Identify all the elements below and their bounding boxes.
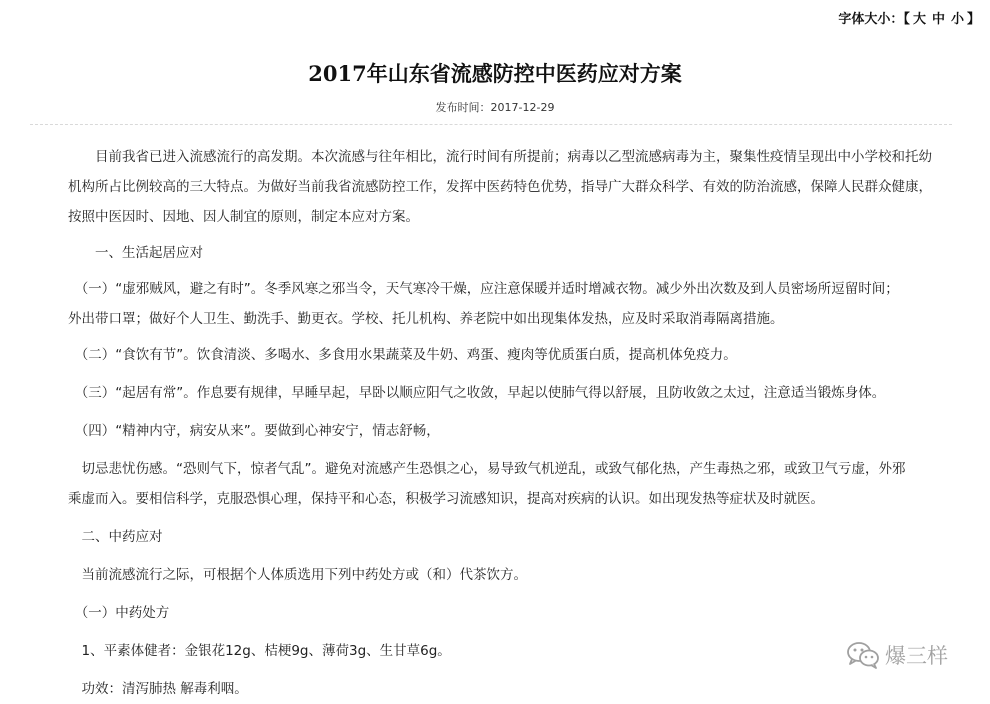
font-size-medium-link[interactable]: 中 — [931, 12, 945, 27]
font-size-small-link[interactable]: 小 — [950, 12, 964, 27]
body-line: 1、平素体健者：金银花12g、桔梗9g、薄荷3g、生甘草6g。 — [68, 643, 451, 659]
font-size-label: 字体大小：【 — [838, 12, 910, 27]
section-heading: 一、生活起居应对 — [68, 245, 203, 261]
body-line: （四）“精神内守，病安从来”。要做到心神安宁，情志舒畅， — [68, 423, 440, 439]
body-line: 机构所占比例较高的三大特点。为做好当前我省流感防控工作，发挥中医药特色优势，指导广大群众科学、有效的防治流感，保障人民群众健康， — [68, 179, 932, 195]
font-size-bracket-close: 】 — [966, 12, 980, 27]
publish-date-label: 发布时间： — [435, 101, 491, 114]
publish-date-value: 2017-12-29 — [490, 101, 555, 114]
font-size-large-link[interactable]: 大 — [912, 12, 926, 27]
body-line: 目前我省已进入流感流行的高发期。本次流感与往年相比，流行时间有所提前；病毒以乙型流感病毒为主，聚集性疫情呈现出中小学校和托幼 — [68, 149, 932, 165]
section-heading: 二、中药应对 — [68, 529, 163, 545]
watermark-text: 爆三样 — [885, 644, 948, 668]
body-line: 外出带口罩；做好个人卫生、勤洗手、勤更衣。学校、托儿机构、养老院中如出现集体发热，应及时采取消毒隔离措施。 — [68, 311, 784, 327]
body-line: 功效：清泻肺热 解毒利咽。 — [68, 681, 248, 697]
body-line: 乘虚而入。要相信科学，克服恐惧心理，保持平和心态，积极学习流感知识，提高对疾病的认识。如出现发热等症状及时就医。 — [68, 491, 824, 507]
body-line: 切忌悲忧伤感。“恐则气下，惊者气乱”。避免对流感产生恐惧之心，易导致气机逆乱，或致气郁化热，产生毒热之邪，或致卫气亏虚，外邪 — [68, 461, 906, 477]
body-line: （三）“起居有常”。作息要有规律，早睡早起，早卧以顺应阳气之收敛，早起以使肺气得以舒展，且防收敛之太过，注意适当锻炼身体。 — [68, 385, 886, 401]
body-line: （二）“食饮有节”。饮食清淡、多喝水、多食用水果蔬菜及牛奶、鸡蛋、瘦肉等优质蛋白质，提高机体免疫力。 — [68, 347, 737, 363]
publish-date — [0, 99, 990, 115]
sub-heading: （一）中药处方 — [68, 605, 170, 621]
article-body — [68, 142, 952, 704]
wechat-watermark — [846, 640, 948, 670]
wechat-icon — [846, 641, 880, 669]
body-line: 按照中医因时、因地、因人制宜的原则，制定本应对方案。 — [68, 209, 419, 225]
font-size-control — [838, 8, 980, 27]
title-divider — [30, 124, 952, 125]
body-line: （一）“虚邪贼风，避之有时”。冬季风寒之邪当令，天气寒冷干燥，应注意保暖并适时增减衣物。减少外出次数及到人员密场所逗留时间； — [68, 281, 899, 297]
body-line: 当前流感流行之际，可根据个人体质选用下列中药处方或（和）代茶饮方。 — [68, 567, 527, 583]
article-title: 2017年山东省流感防控中医药应对方案 — [308, 61, 682, 86]
